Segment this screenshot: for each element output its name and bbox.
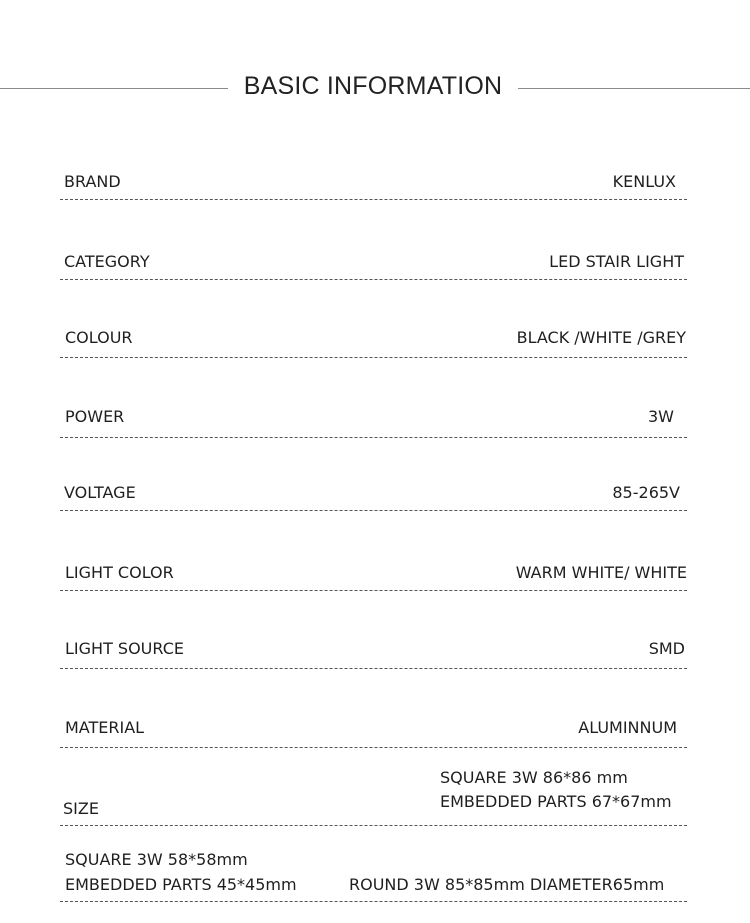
spec-value: ALUMINNUM (578, 718, 677, 737)
size-value-line-2: EMBEDDED PARTS 67*67mm (440, 792, 672, 811)
spec-row-material (60, 714, 687, 748)
section-header (0, 70, 750, 106)
header-rule-left (0, 88, 228, 89)
spec-row-category (60, 248, 687, 280)
spec-label: CATEGORY (64, 252, 150, 271)
spec-row-light-source (60, 635, 687, 669)
extra-left-line-2: EMBEDDED PARTS 45*45mm (65, 875, 297, 894)
spec-label: BRAND (64, 172, 121, 191)
spec-label: VOLTAGE (64, 483, 136, 502)
dashed-divider (60, 901, 687, 902)
dashed-divider (60, 357, 687, 358)
spec-value: BLACK /WHITE /GREY (516, 328, 686, 347)
spec-label: COLOUR (65, 328, 133, 347)
section-title: BASIC INFORMATION (243, 72, 503, 100)
spec-label: POWER (65, 407, 125, 426)
dashed-divider (60, 279, 687, 280)
spec-value: LED STAIR LIGHT (549, 252, 684, 271)
dashed-divider (60, 437, 687, 438)
dashed-divider (60, 590, 687, 591)
header-rule-right (518, 88, 750, 89)
dashed-divider (60, 199, 687, 200)
spec-row-power (60, 403, 687, 438)
spec-row-size-extra (60, 847, 687, 902)
spec-value: WARM WHITE/ WHITE (515, 563, 687, 582)
spec-row-colour (60, 324, 687, 358)
spec-value: 3W (648, 407, 674, 426)
spec-label: SIZE (63, 799, 99, 818)
spec-row-light-color (60, 559, 687, 591)
spec-value: 85-265V (612, 483, 680, 502)
dashed-divider (60, 668, 687, 669)
dashed-divider (60, 510, 687, 511)
size-value-line-1: SQUARE 3W 86*86 mm (440, 768, 628, 787)
spec-value: KENLUX (612, 172, 676, 191)
spec-row-size (60, 765, 687, 826)
extra-right: ROUND 3W 85*85mm DIAMETER65mm (349, 875, 665, 894)
spec-value: SMD (648, 639, 685, 658)
spec-row-brand (60, 168, 687, 200)
spec-label: MATERIAL (65, 718, 145, 737)
spec-label: LIGHT COLOR (65, 563, 174, 582)
spec-label: LIGHT SOURCE (65, 639, 184, 658)
spec-row-voltage (60, 479, 687, 511)
dashed-divider (60, 825, 687, 826)
dashed-divider (60, 747, 687, 748)
extra-left-line-1: SQUARE 3W 58*58mm (65, 850, 248, 869)
